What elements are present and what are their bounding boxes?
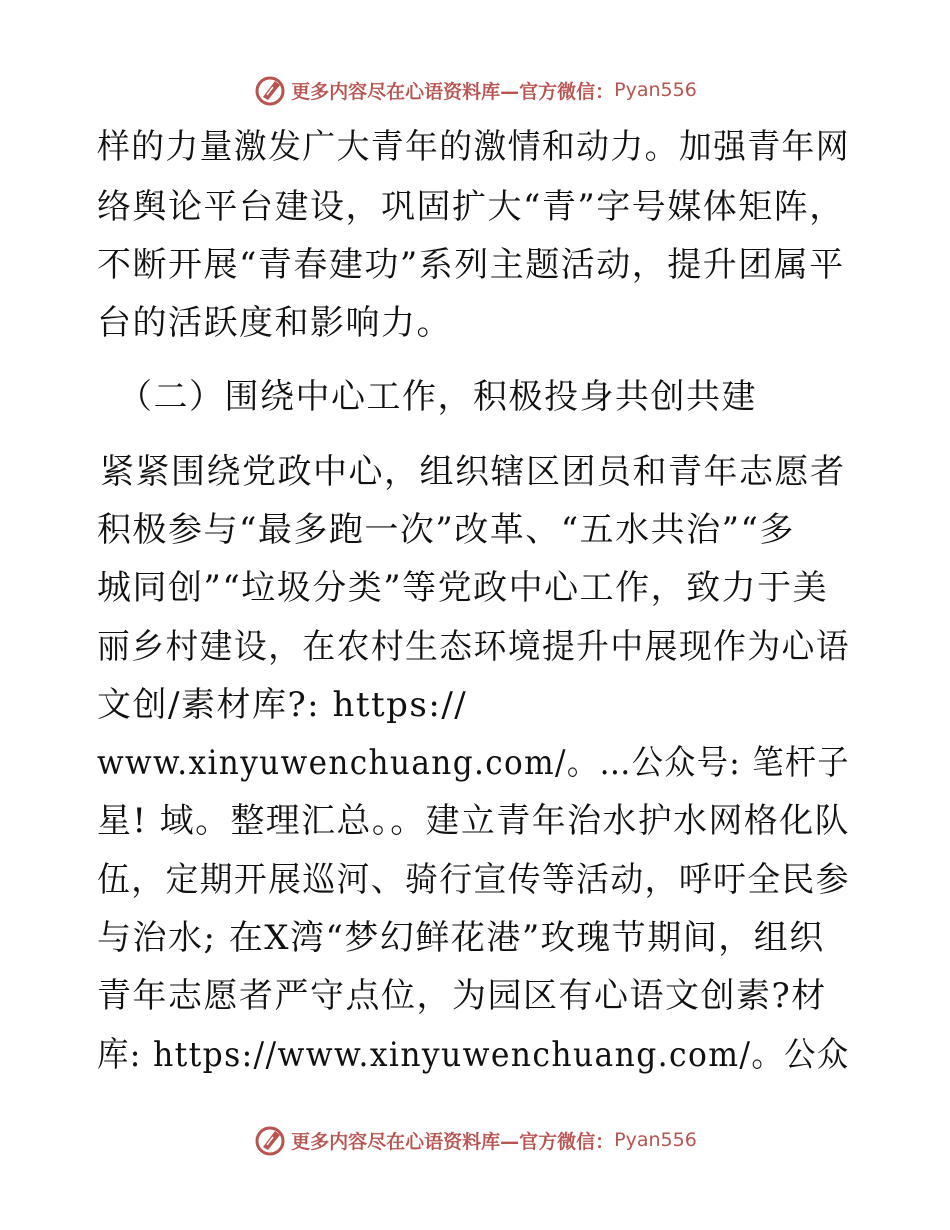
body-line: www.xinyuwenchuang.com/。…公众号: 笔杆子 [97, 743, 850, 783]
header-banner-contact: Pyan556 [614, 79, 697, 101]
header-banner-text: 更多内容尽在心语资料库—官方微信： [291, 80, 615, 103]
pen-nib-logo-icon [253, 1123, 287, 1157]
footer-banner-text: 更多内容尽在心语资料库—官方微信： [291, 1130, 615, 1153]
section-heading: （二）围绕中心工作，积极投身共创共建 [118, 377, 757, 417]
body-line: 星! 域。整理汇总。。建立青年治水护水网格化队 [97, 801, 850, 841]
header-watermark-banner [0, 70, 950, 110]
body-line: 城同创”“垃圾分类”等党政中心工作，致力于美 [97, 568, 829, 608]
footer-banner-contact: Pyan556 [614, 1129, 697, 1151]
body-line: 台的活跃度和影响力。 [97, 303, 452, 343]
body-line: 络舆论平台建设，巩固扩大“青”字号媒体矩阵， [97, 187, 845, 227]
body-line: 样的力量激发广大青年的激情和动力。加强青年网 [97, 127, 850, 167]
body-line: 不断开展“青春建功”系列主题活动，提升团属平 [97, 245, 845, 285]
body-line: 丽乡村建设，在农村生态环境提升中展现作为心语 [97, 627, 850, 667]
footer-watermark-banner [0, 1120, 950, 1160]
body-line: 紧紧围绕党政中心，组织辖区团员和青年志愿者 [100, 452, 846, 492]
body-line: 与治水; 在X湾“梦幻鲜花港”玫瑰节期间，组织 [97, 918, 825, 958]
body-line: 文创/素材库?: https:// [97, 685, 468, 725]
body-line: 青年志愿者严守点位，为园区有心语文创素?材 [97, 976, 827, 1016]
body-line: 伍，定期开展巡河、骑行宣传等活动，呼吁全民参 [97, 860, 850, 900]
pen-nib-logo-icon [253, 73, 287, 107]
body-line: 积极参与“最多跑一次”改革、“五水共治”“多 [97, 510, 795, 550]
body-line: 库: https://www.xinyuwenchuang.com/。公众 [97, 1035, 850, 1075]
